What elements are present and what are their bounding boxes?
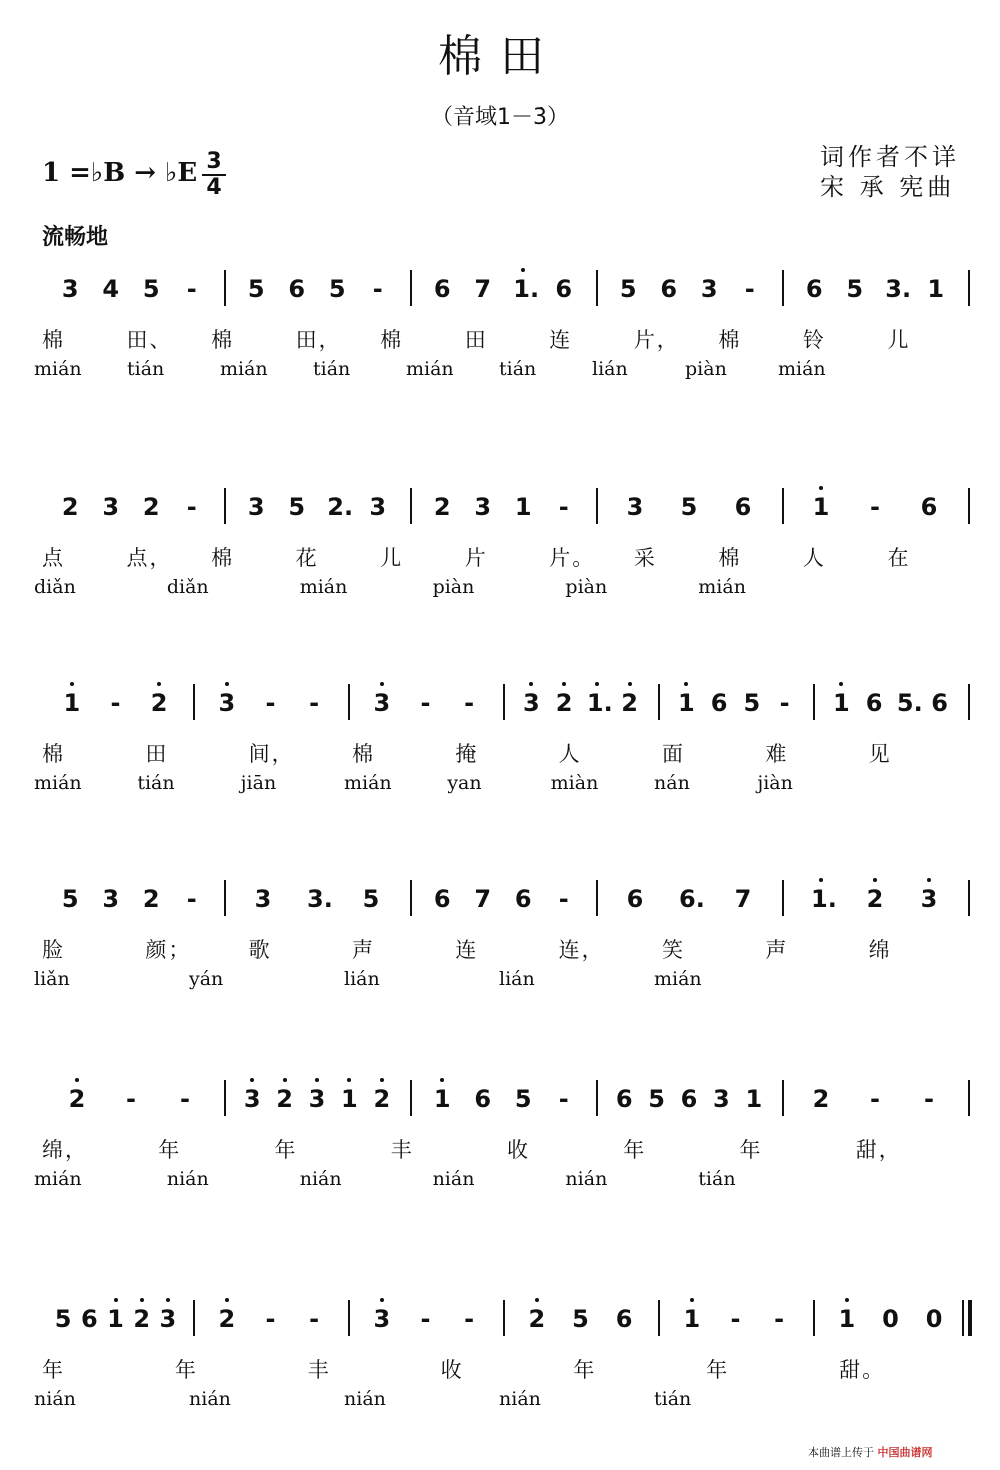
note: -	[464, 689, 475, 717]
note: 3	[523, 689, 540, 717]
lyric-syllable: 人	[802, 546, 826, 570]
note: 3	[308, 1085, 326, 1113]
note: 3.	[885, 275, 912, 303]
octave-dot	[157, 682, 161, 686]
octave-dot	[70, 682, 74, 686]
note: -	[110, 689, 121, 717]
note: 3	[373, 1305, 391, 1333]
barline	[193, 684, 195, 720]
lyric-syllable: 人	[558, 742, 582, 766]
site-logo: 中国曲谱网	[877, 1446, 933, 1459]
note: 2	[61, 493, 79, 521]
note: 3	[700, 275, 718, 303]
pinyin-syllable: nián	[299, 1168, 342, 1190]
lyric-syllable: 棉	[42, 742, 65, 766]
octave-dot	[684, 682, 688, 686]
barline	[968, 880, 970, 916]
note: 1	[812, 493, 830, 521]
lyric-syllable: 连	[455, 938, 479, 962]
pinyin-syllable: liǎn	[34, 968, 70, 990]
tempo-marking: 流畅地	[42, 225, 109, 250]
barline	[410, 488, 412, 524]
barline	[410, 1080, 412, 1116]
score-system-2	[0, 480, 1000, 620]
note: 5	[362, 885, 380, 913]
pinyin-syllable: nián	[34, 1388, 76, 1410]
barline	[193, 1300, 195, 1336]
note: 6	[920, 493, 938, 521]
lyric-syllable: 采	[633, 546, 657, 570]
lyric-syllable: 点，	[126, 546, 173, 570]
pinyin-syllable: jiàn	[757, 772, 793, 794]
note: 3	[369, 493, 387, 521]
barline	[503, 684, 505, 720]
lyric-syllable: 棉	[718, 328, 742, 352]
lyric-syllable: 铃	[802, 328, 826, 352]
note: -	[186, 885, 197, 913]
note: 6	[680, 1085, 698, 1113]
lyric-syllable: 棉	[380, 328, 404, 352]
note: 1.	[513, 275, 540, 303]
pinyin-syllable: tián	[127, 358, 165, 380]
barline	[503, 1300, 505, 1336]
lyric-syllable: 花	[295, 546, 319, 570]
octave-dot	[845, 1298, 849, 1302]
note: 5	[846, 275, 864, 303]
lyric-syllable: 棉	[42, 328, 65, 352]
final-barline	[968, 1300, 972, 1336]
note: 6	[288, 275, 306, 303]
note: -	[186, 493, 197, 521]
pinyin-syllable: tián	[313, 358, 351, 380]
note: 5	[247, 275, 265, 303]
pinyin-syllable: nián	[166, 1168, 209, 1190]
credits	[820, 142, 960, 202]
time-signature-bottom: 4	[202, 174, 226, 200]
barline	[224, 488, 226, 524]
note: -	[309, 1305, 320, 1333]
barline	[968, 1080, 970, 1116]
barline	[968, 488, 970, 524]
score-system-3	[0, 676, 1000, 816]
lyric-syllable: 收	[440, 1358, 464, 1382]
lyric-syllable: 儿	[380, 546, 404, 570]
note: -	[420, 689, 431, 717]
note: 1	[833, 689, 850, 717]
barline	[782, 1080, 784, 1116]
note: 3	[474, 493, 492, 521]
lyric-syllable: 间，	[248, 742, 295, 766]
octave-dot	[380, 1298, 384, 1302]
note: 2	[555, 689, 573, 717]
octave-dot	[628, 682, 632, 686]
barline	[224, 1080, 226, 1116]
barline	[658, 1300, 660, 1336]
lyric-syllable: 连	[549, 328, 573, 352]
note: -	[744, 275, 755, 303]
lyric-syllable: 田，	[295, 328, 342, 352]
note: 2	[866, 885, 884, 913]
note: 6	[660, 275, 678, 303]
note: 2	[621, 689, 638, 717]
octave-dot	[839, 682, 843, 686]
note: 3	[254, 885, 272, 913]
note: -	[558, 885, 569, 913]
pinyin-syllable: mián	[34, 358, 82, 380]
final-barline-thin	[962, 1300, 964, 1336]
note: -	[126, 1085, 136, 1113]
barline	[782, 880, 784, 916]
note: 1	[745, 1085, 763, 1113]
octave-dot	[380, 682, 384, 686]
note: 1	[678, 689, 695, 717]
range-note: （音域1－3̇）	[431, 105, 569, 130]
pinyin-syllable: mián	[220, 358, 268, 380]
lyric-syllable: 脸	[42, 938, 65, 962]
pinyin-syllable: tián	[499, 358, 537, 380]
pinyin-syllable: mián	[299, 576, 348, 598]
note: 4	[102, 275, 120, 303]
lyric-syllable: 年	[42, 1358, 65, 1382]
note: 3	[247, 493, 265, 521]
lyric-syllable: 声	[765, 938, 789, 962]
lyric-syllable: 见	[868, 742, 892, 766]
octave-dot	[380, 1078, 384, 1082]
lyric-syllable: 棉	[352, 742, 375, 766]
note: -	[870, 1085, 880, 1113]
lyric-syllable: 在	[887, 546, 911, 570]
note: -	[924, 1085, 934, 1113]
barline	[596, 1080, 598, 1116]
lyric-syllable: 丰	[390, 1138, 414, 1162]
pinyin-syllable: tián	[137, 772, 175, 794]
composer: 宋 承 宪曲	[820, 173, 956, 201]
octave-dot	[521, 268, 525, 272]
pinyin-syllable: lián	[344, 968, 380, 990]
octave-dot	[440, 1078, 444, 1082]
pinyin-syllable: nián	[565, 1168, 608, 1190]
note: 2.	[327, 493, 354, 521]
note: 3	[102, 493, 120, 521]
lyric-syllable: 年	[573, 1358, 597, 1382]
lyric-syllable: 年	[174, 1358, 198, 1382]
lyric-syllable: 田	[145, 742, 169, 766]
lyric-syllable: 年	[158, 1138, 182, 1162]
note: -	[558, 493, 569, 521]
pinyin-syllable: jiān	[240, 772, 277, 794]
note: 1	[341, 1085, 358, 1113]
note: 3	[159, 1305, 177, 1333]
note: 1	[514, 493, 532, 521]
note: 6	[80, 1305, 98, 1333]
lyric-syllable: 声	[352, 938, 375, 962]
barline	[782, 270, 784, 306]
lyric-syllable: 面	[662, 742, 685, 766]
barline	[224, 880, 226, 916]
note: -	[420, 1305, 431, 1333]
pinyin-syllable: nián	[499, 1388, 541, 1410]
note: 2	[133, 1305, 151, 1333]
score-system-1	[0, 262, 1000, 402]
pinyin-syllable: lián	[499, 968, 535, 990]
lyric-syllable: 棉	[718, 546, 742, 570]
note: 0	[925, 1305, 943, 1333]
pinyin-syllable: mián	[34, 772, 82, 794]
lyric-syllable: 年	[739, 1138, 763, 1162]
pinyin-syllable: piàn	[432, 576, 475, 598]
note: 2	[218, 1305, 236, 1333]
lyricist: 词作者不详	[820, 143, 960, 171]
lyric-syllable: 年	[274, 1138, 298, 1162]
lyric-syllable: 田	[464, 328, 488, 352]
barline	[596, 488, 598, 524]
note: 2	[68, 1085, 86, 1113]
note: 5	[743, 689, 761, 717]
note: 6	[805, 275, 823, 303]
barline	[348, 684, 350, 720]
note: 7	[474, 275, 492, 303]
note: 0	[882, 1305, 899, 1333]
octave-dot	[250, 1078, 254, 1082]
note: 3	[218, 689, 236, 717]
lyric-syllable: 歌	[248, 938, 272, 962]
pinyin-syllable: mián	[34, 1168, 82, 1190]
note: 3	[243, 1085, 261, 1113]
pinyin-syllable: mián	[778, 358, 826, 380]
octave-dot	[690, 1298, 694, 1302]
note: 1.	[586, 689, 613, 717]
octave-dot	[225, 682, 229, 686]
lyric-syllable: 年	[706, 1358, 730, 1382]
lyric-syllable: 儿	[887, 328, 911, 352]
pinyin-syllable: tián	[698, 1168, 736, 1190]
lyric-syllable: 收	[507, 1138, 530, 1162]
note: 5.	[896, 689, 923, 717]
note: 6	[433, 885, 451, 913]
note: 6	[474, 1085, 492, 1113]
note: 1	[63, 689, 81, 717]
pinyin-syllable: piàn	[685, 358, 727, 380]
note: -	[730, 1305, 741, 1333]
octave-dot	[166, 1298, 170, 1302]
pinyin-syllable: yan	[447, 772, 482, 794]
pinyin-syllable: nián	[432, 1168, 475, 1190]
note: 5	[680, 493, 698, 521]
score-system-5	[0, 1072, 1000, 1212]
lyric-syllable: 棉	[211, 328, 235, 352]
pinyin-syllable: yán	[189, 968, 224, 990]
barline	[782, 488, 784, 524]
note: 1	[433, 1085, 451, 1113]
lyric-syllable: 掩	[455, 742, 479, 766]
pinyin-syllable: nán	[654, 772, 690, 794]
key-signature: 1 =♭B → ♭E	[42, 158, 198, 188]
note: -	[372, 275, 383, 303]
lyric-syllable: 甜。	[839, 1358, 886, 1382]
note: 5	[54, 1305, 72, 1333]
octave-dot	[225, 1298, 229, 1302]
pinyin-syllable: diǎn	[166, 576, 209, 598]
pinyin-syllable: piàn	[565, 576, 608, 598]
note: -	[265, 689, 276, 717]
note: 6	[931, 689, 948, 717]
note: 1	[683, 1305, 701, 1333]
pinyin-syllable: tián	[654, 1388, 692, 1410]
note: -	[870, 493, 880, 521]
note: 3	[713, 1085, 730, 1113]
note: -	[464, 1305, 475, 1333]
lyric-syllable: 难	[765, 742, 789, 766]
note: 6	[615, 1085, 633, 1113]
octave-dot	[529, 682, 533, 686]
note: 3.	[307, 885, 333, 913]
time-signature-top: 3	[206, 149, 222, 174]
lyric-syllable: 丰	[307, 1358, 331, 1382]
note: 7	[734, 885, 752, 913]
octave-dot	[819, 878, 823, 882]
barline	[348, 1300, 350, 1336]
note: 2	[373, 1085, 391, 1113]
note: 2	[142, 493, 160, 521]
pinyin-syllable: lián	[592, 358, 628, 380]
pinyin-syllable: nián	[344, 1388, 386, 1410]
note: -	[779, 689, 790, 717]
note: -	[309, 689, 320, 717]
barline	[596, 270, 598, 306]
note: 3	[920, 885, 938, 913]
note: 2	[142, 885, 160, 913]
note: 3	[373, 689, 391, 717]
note: 2	[150, 689, 168, 717]
octave-dot	[283, 1078, 287, 1082]
note: 5	[619, 275, 637, 303]
note: 1.	[811, 885, 837, 913]
note: -	[186, 275, 197, 303]
note: 1	[107, 1305, 124, 1333]
note: 6	[865, 689, 883, 717]
octave-dot	[140, 1298, 144, 1302]
note: 5	[328, 275, 346, 303]
note: 6	[734, 493, 752, 521]
barline	[813, 684, 815, 720]
barline	[968, 270, 970, 306]
score-system-4	[0, 872, 1000, 1012]
pinyin-syllable: mián	[698, 576, 746, 598]
barline	[410, 880, 412, 916]
note: 6	[555, 275, 573, 303]
pinyin-syllable: nián	[189, 1388, 231, 1410]
barline	[224, 270, 226, 306]
pinyin-syllable: mián	[406, 358, 454, 380]
note: 5	[572, 1305, 589, 1333]
lyric-syllable: 绵	[868, 938, 892, 962]
lyric-syllable: 年	[623, 1138, 647, 1162]
octave-dot	[114, 1298, 118, 1302]
note: 3	[626, 493, 644, 521]
note: 6	[615, 1305, 633, 1333]
note: 6	[433, 275, 451, 303]
octave-dot	[347, 1078, 351, 1082]
barline	[658, 684, 660, 720]
pinyin-syllable: diǎn	[34, 576, 76, 598]
note: 6	[626, 885, 644, 913]
note: 7	[474, 885, 492, 913]
lyric-syllable: 点	[42, 546, 65, 570]
barline	[410, 270, 412, 306]
footer-text: 本曲谱上传于	[808, 1446, 874, 1459]
note: -	[265, 1305, 276, 1333]
note: -	[558, 1085, 569, 1113]
octave-dot	[535, 1298, 539, 1302]
lyric-syllable: 颜；	[145, 938, 192, 962]
time-signature	[202, 150, 226, 200]
note: 2	[528, 1305, 546, 1333]
lyric-syllable: 笑	[662, 938, 685, 962]
octave-dot	[75, 1078, 79, 1082]
song-title: 棉田	[438, 31, 562, 82]
lyric-syllable: 片。	[549, 546, 596, 570]
note: 2	[433, 493, 451, 521]
octave-dot	[595, 682, 599, 686]
note: 1	[838, 1305, 856, 1333]
footer	[808, 1444, 933, 1460]
octave-dot	[315, 1078, 319, 1082]
lyric-syllable: 片，	[633, 328, 680, 352]
note: -	[180, 1085, 190, 1113]
octave-dot	[819, 486, 823, 490]
barline	[813, 1300, 815, 1336]
octave-dot	[873, 878, 877, 882]
barline	[968, 684, 970, 720]
note: 5	[142, 275, 160, 303]
lyric-syllable: 片	[464, 546, 488, 570]
note: 5	[648, 1085, 665, 1113]
note: 1	[927, 275, 945, 303]
score-system-6	[0, 1292, 1000, 1432]
note: 3	[102, 885, 120, 913]
lyric-syllable: 连，	[558, 938, 605, 962]
lyric-syllable: 棉	[211, 546, 235, 570]
lyric-syllable: 绵，	[42, 1138, 88, 1162]
barline	[596, 880, 598, 916]
octave-dot	[927, 878, 931, 882]
note: 2	[276, 1085, 293, 1113]
note: 2	[812, 1085, 830, 1113]
lyric-syllable: 田、	[126, 328, 173, 352]
pinyin-syllable: mián	[344, 772, 392, 794]
note: 6	[514, 885, 532, 913]
note: 5	[288, 493, 306, 521]
note: -	[774, 1305, 785, 1333]
note: 5	[514, 1085, 532, 1113]
pinyin-syllable: mián	[654, 968, 702, 990]
note: 6.	[679, 885, 705, 913]
pinyin-syllable: miàn	[550, 772, 599, 794]
octave-dot	[562, 682, 566, 686]
lyric-syllable: 甜，	[855, 1138, 902, 1162]
note: 3	[61, 275, 79, 303]
note: 5	[61, 885, 79, 913]
note: 6	[710, 689, 728, 717]
